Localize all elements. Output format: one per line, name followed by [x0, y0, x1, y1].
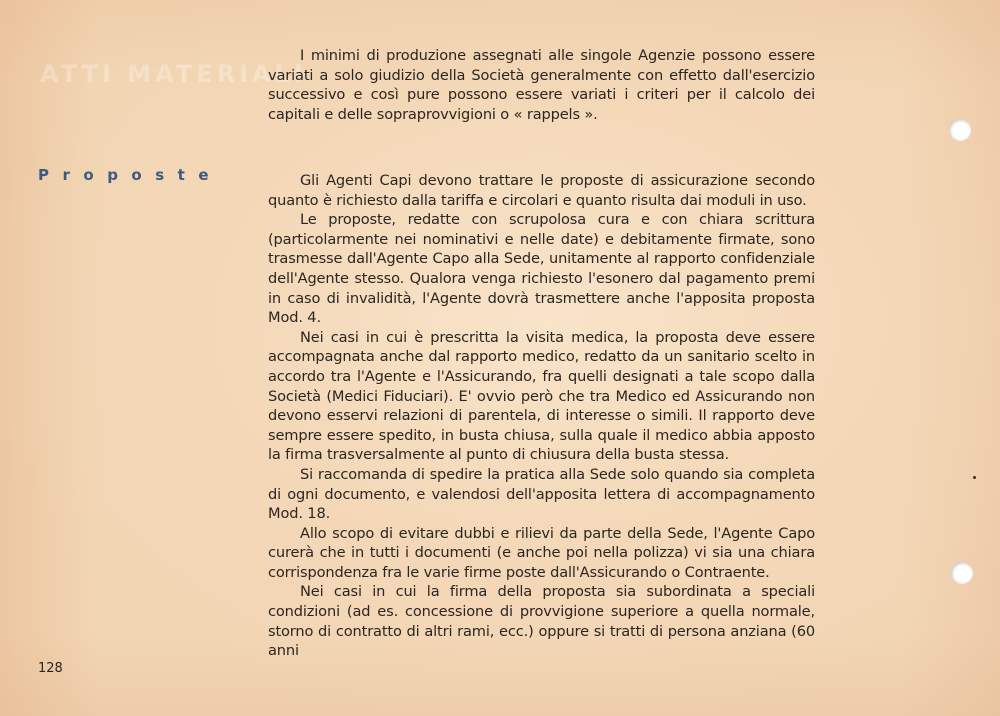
paragraph: Si raccomanda di spedire la pratica alla Sede solo quando sia completa di ogni documento, e valendosi dell'apposita lettera di accompagnamento Mod. 18.: [268, 465, 815, 523]
paragraph: Nei casi in cui la firma della proposta sia subordinata a speciali condizioni (ad es. concessione di provvigione superiore a quella normale, storno di contratto di altri rami, ecc.) oppure si tratti di persona anziana (60 anni: [268, 583, 815, 660]
punch-hole-top: [949, 119, 971, 141]
paragraph: Nei casi in cui è prescritta la visita medica, la proposta deve essere accompagnata anche dal rapporto medico, redatto da un sanitario scelto in accordo tra l'Agente e l'Assicurando, fra quelli designati a tale scopo dalla Società (Medici Fiduciari). E' ovvio però che tra Medico ed Assicurando non devono esservi relazioni di parentela, di interesse o simili. Il rapporto deve sempre essere spedito, in busta chiusa, sulla quale il medico abbia apposto la firma trasversalmente al punto di chiusura della busta stessa.: [268, 328, 815, 464]
punch-hole-bottom: [951, 562, 973, 584]
page-number: 128: [38, 661, 63, 676]
intro-paragraph: I minimi di produzione assegnati alle singole Agenzie possono essere variati a solo giudizio della Società generalmente con effetto dall'esercizio successivo e così pure possono essere variati i criteri per il calcolo dei capitali e delle sopraprovvigioni o « rappels ».: [268, 47, 815, 123]
paragraph: Le proposte, redatte con scrupolosa cura e con chiara scrittura (particolarmente nei nominativi e nelle date) e debitamente firmate, sono trasmesse dall'Agente Capo alla Sede, unitamente al rapporto confidenziale dell'Agente stesso. Qualora venga richiesto l'esonero dal pagamento premi in caso di invalidità, l'Agente dovrà trasmettere anche l'apposita proposta Mod. 4.: [268, 211, 815, 327]
paragraph: Allo scopo di evitare dubbi e rilievi da parte della Sede, l'Agente Capo curerà che in tutti i documenti (e anche poi nella polizza) vi sia una chiara corrispondenza fra le varie firme poste dall'Assicurando o Contraente.: [268, 524, 815, 581]
section-label-proposte: Proposte: [38, 166, 223, 184]
paragraph: Gli Agenti Capi devono trattare le proposte di assicurazione secondo quanto è richiesto dalla tariffa e circolari e quanto risulta dai moduli in uso.: [268, 172, 815, 209]
paper-speck: [973, 476, 976, 479]
intro-text-block: [268, 46, 815, 124]
main-text-block: [268, 171, 815, 661]
faint-running-header: ATTI MATERIALI: [40, 60, 307, 88]
